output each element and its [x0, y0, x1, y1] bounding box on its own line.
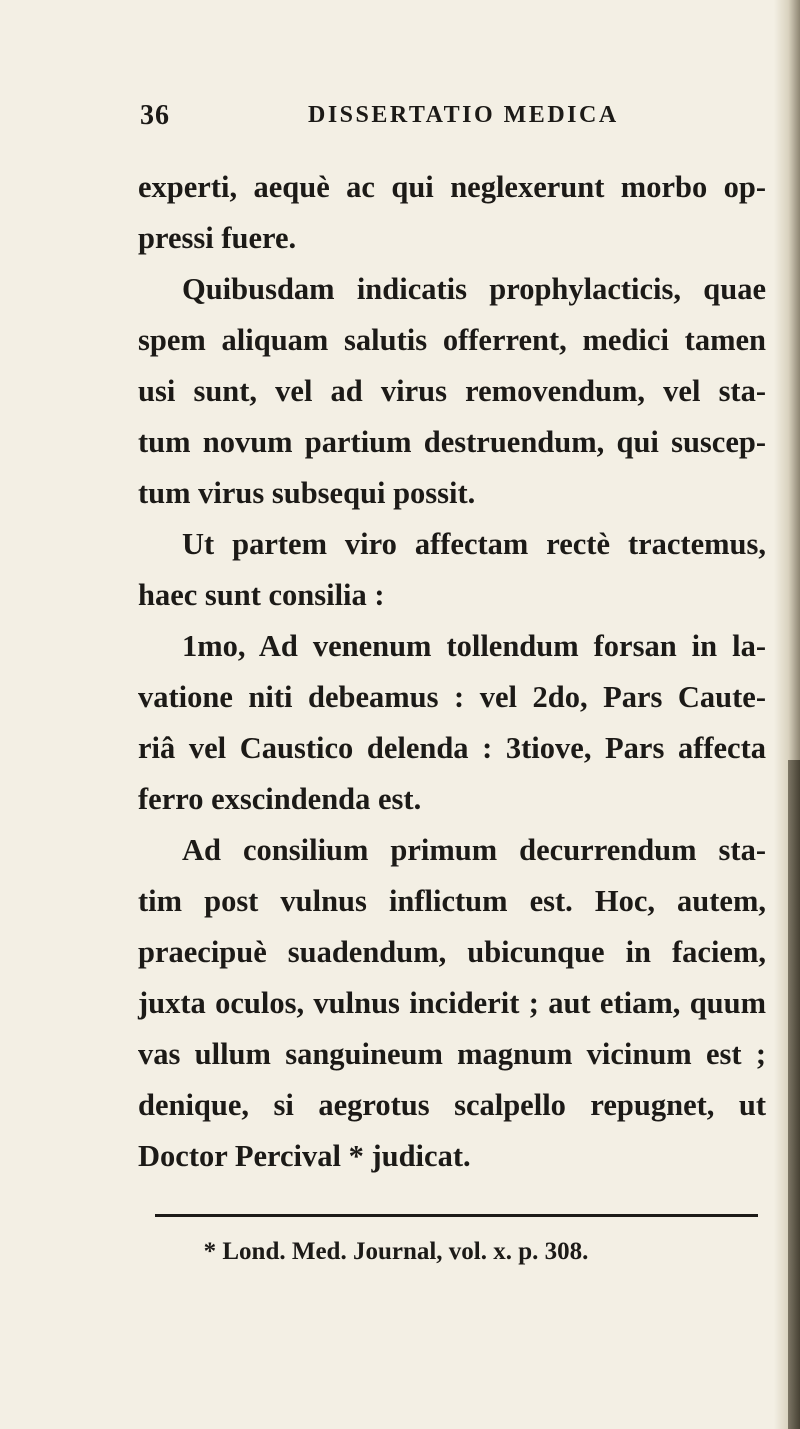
text-line: Quibusdam indicatis prophylacticis, quae	[182, 272, 766, 306]
text-line: tum virus subsequi possit.	[138, 476, 476, 510]
text-line: usi sunt, vel ad virus removendum, vel sta-	[138, 374, 766, 408]
page-header	[140, 100, 760, 140]
page-number: 36	[140, 100, 170, 131]
text-line: tim post vulnus inflictum est. Hoc, autem,	[138, 884, 766, 918]
running-title: DISSERTATIO MEDICA	[308, 102, 619, 128]
footnote-text: * Lond. Med. Journal, vol. x. p. 308.	[203, 1238, 589, 1265]
text-line: pressi fuere.	[138, 221, 297, 255]
text-line: spem aliquam salutis offerrent, medici tamen	[138, 323, 766, 357]
text-line: tum novum partium destruendum, qui suscep-	[138, 425, 766, 459]
text-line: vas ullum sanguineum magnum vicinum est ;	[138, 1037, 766, 1071]
text-line: riâ vel Caustico delenda : 3tiove, Pars affecta	[138, 731, 766, 765]
text-line: praecipuè suadendum, ubicunque in faciem,	[138, 935, 766, 969]
footnote	[0, 1238, 800, 1266]
text-line: denique, si aegrotus scalpello repugnet, ut	[138, 1088, 766, 1122]
text-line: Doctor Percival * judicat.	[138, 1139, 471, 1173]
page-edge-binding	[788, 760, 800, 1429]
footnote-rule	[155, 1214, 758, 1217]
text-line: juxta oculos, vulnus inciderit ; aut etiam, quum	[138, 986, 766, 1020]
text-line: vatione niti debeamus : vel 2do, Pars Caute-	[138, 680, 766, 714]
text-line: haec sunt consilia :	[138, 578, 385, 612]
text-line: ferro exscindenda est.	[138, 782, 422, 816]
text-line: 1mo, Ad venenum tollendum forsan in la-	[182, 629, 766, 663]
text-line: Ut partem viro affectam rectè tractemus,	[182, 527, 766, 561]
body-text	[138, 162, 766, 1182]
text-line: Ad consilium primum decurrendum sta-	[182, 833, 766, 867]
text-line: experti, aequè ac qui neglexerunt morbo op-	[138, 170, 766, 204]
